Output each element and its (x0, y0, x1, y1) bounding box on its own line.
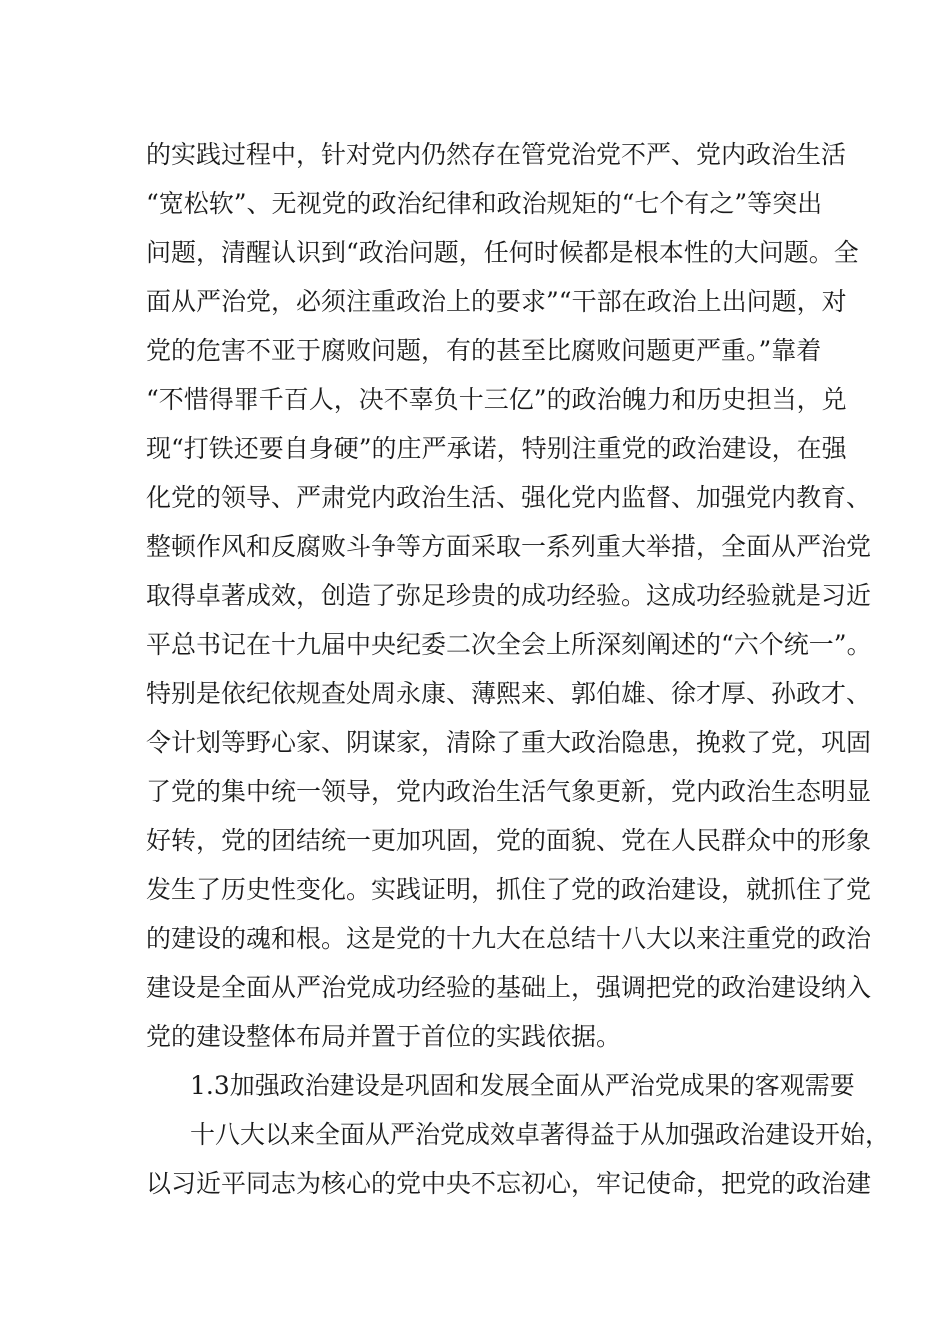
paragraph-line: 现“打铁还要自身硬”的庄严承诺，特别注重党的政治建设，在强 (146, 434, 847, 463)
paragraph-line: 发生了历史性变化。实践证明，抓住了党的政治建设，就抓住了党 (146, 875, 872, 904)
paragraph-line: 取得卓著成效，创造了弥足珍贵的成功经验。这成功经验就是习近 (146, 581, 872, 610)
paragraph-line: 好转，党的团结统一更加巩固，党的面貌、党在人民群众中的形象 (146, 826, 872, 855)
section-heading: 1.3加强政治建设是巩固和发展全面从严治党成果的客观需要 (190, 1071, 855, 1100)
paragraph-line: “宽松软”、无视党的政治纪律和政治规矩的“七个有之”等突出 (146, 189, 823, 218)
paragraph-line: 以习近平同志为核心的党中央不忘初心，牢记使命，把党的政治建 (146, 1169, 872, 1198)
body-text (146, 130, 891, 1208)
paragraph-line: 令计划等野心家、阴谋家，清除了重大政治隐患，挽救了党，巩固 (146, 728, 872, 757)
paragraph-line: 问题，清醒认识到“政治问题，任何时候都是根本性的大问题。全 (146, 238, 859, 267)
paragraph-line: 整顿作风和反腐败斗争等方面采取一系列重大举措，全面从严治党 (146, 532, 872, 561)
paragraph-line: 特别是依纪依规查处周永康、薄熙来、郭伯雄、徐才厚、孙政才、 (146, 679, 872, 708)
paragraph-line: 平总书记在十九届中央纪委二次全会上所深刻阐述的“六个统一”。 (146, 630, 872, 659)
paragraph-line: 的实践过程中，针对党内仍然存在管党治党不严、党内政治生活 (146, 140, 847, 169)
paragraph-line: 党的建设整体布局并置于首位的实践依据。 (146, 1022, 622, 1051)
paragraph-line: 的建设的魂和根。这是党的十九大在总结十八大以来注重党的政治 (146, 924, 872, 953)
paragraph-line: 面从严治党，必须注重政治上的要求”“干部在政治上出问题，对 (146, 287, 847, 316)
paragraph-line: 十八大以来全面从严治党成效卓著得益于从加强政治建设开始， (190, 1120, 891, 1149)
paragraph-line: 建设是全面从严治党成功经验的基础上，强调把党的政治建设纳入 (146, 973, 872, 1002)
paragraph-line: 了党的集中统一领导，党内政治生活气象更新，党内政治生态明显 (146, 777, 872, 806)
paragraph-line: 党的危害不亚于腐败问题，有的甚至比腐败问题更严重。”靠着 (146, 336, 822, 365)
paragraph-line: “不惜得罪千百人，决不辜负十三亿”的政治魄力和历史担当，兑 (146, 385, 847, 414)
paragraph-line: 化党的领导、严肃党内政治生活、强化党内监督、加强党内教育、 (146, 483, 872, 512)
